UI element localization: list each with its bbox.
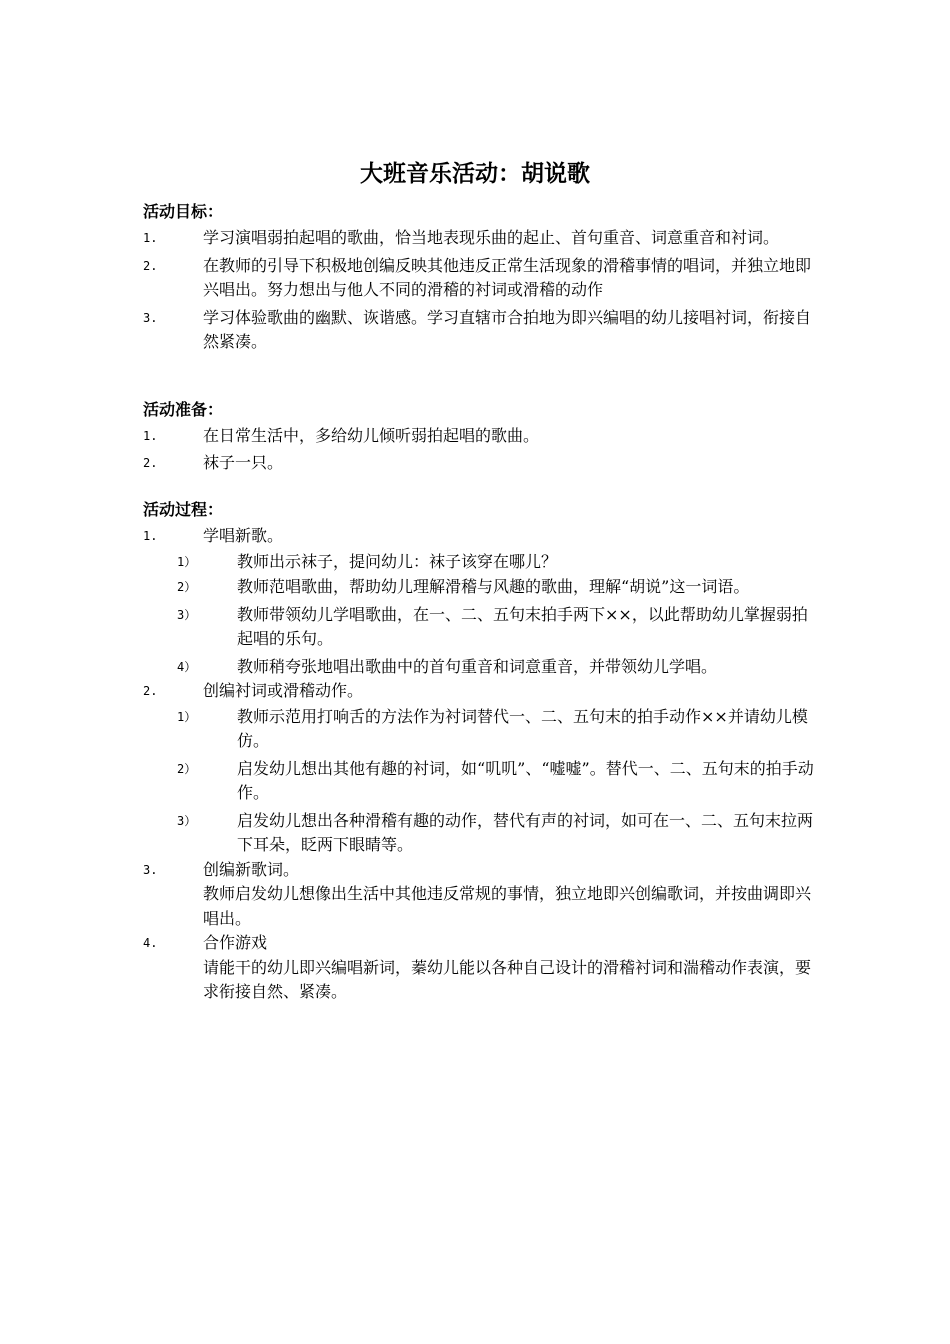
step-paragraph: 教师启发幼儿想像出生活中其他违反常规的事情，独立地即兴创编歌词，并按曲调即兴唱出。 (203, 884, 812, 928)
list-item (143, 451, 823, 476)
list-item (143, 424, 823, 449)
step-number: 4. (143, 936, 158, 950)
section-heading-goals: 活动目标： (143, 202, 224, 221)
sub-text: 教师示范用打响舌的方法作为衬词替代一、二、五句末的拍手动作××并请幼儿模仿。 (237, 706, 808, 750)
list-text: 学习演唱弱拍起唱的歌曲，恰当地表现乐曲的起止、首句重音、词意重音和衬词。 (203, 228, 780, 247)
sub-number: 4） (177, 659, 197, 674)
sub-item (143, 603, 823, 652)
sub-number: 3） (177, 813, 197, 828)
list-item (143, 226, 823, 251)
sub-number: 3） (177, 607, 197, 622)
list-number: 2. (143, 258, 158, 273)
sub-number: 1） (177, 709, 197, 724)
section-heading-prep: 活动准备： (143, 400, 224, 419)
section-process (143, 498, 823, 1005)
step-number: 1. (143, 529, 158, 543)
list-number: 3. (143, 310, 158, 325)
sub-text: 教师出示袜子，提问幼儿：袜子该穿在哪儿？ (237, 551, 558, 571)
list-text: 在教师的引导下积极地创编反映其他违反正常生活现象的滑稽事情的唱词，并独立地即兴唱出。努力想出与他人不同的滑稽的衬词或滑稽的动作 (203, 255, 812, 299)
sub-text: 启发幼儿想出其他有趣的衬词，如“叽叽”、“嘘嘘”。替代一、二、五句末的拍手动作。 (237, 758, 814, 802)
list-number: 1. (143, 429, 158, 443)
step-text: 创编衬词或滑稽动作。 (203, 681, 364, 700)
step-item (143, 524, 823, 549)
list-text: 袜子一只。 (203, 452, 284, 472)
step-text: 合作游戏 (203, 933, 268, 952)
list-item (143, 254, 823, 303)
sub-item (143, 550, 823, 575)
document-title: 大班音乐活动：胡说歌 (360, 160, 590, 187)
sub-number: 2） (177, 761, 197, 776)
list-text: 在日常生活中，多给幼儿倾听弱拍起唱的歌曲。 (203, 426, 540, 445)
sub-item (143, 757, 823, 806)
sub-text: 启发幼儿想出各种滑稽有趣的动作，替代有声的衬词，如可在一、二、五句末拉两下耳朵，眨两下眼睛等。 (237, 810, 814, 854)
sub-item (143, 575, 823, 600)
sub-item (143, 705, 823, 754)
step-item (143, 679, 823, 704)
step-item (143, 858, 823, 883)
section-goals (143, 200, 823, 355)
sub-item (143, 809, 823, 858)
step-text: 创编新歌词。 (203, 859, 300, 879)
sub-item (143, 655, 823, 680)
list-number: 1. (143, 231, 158, 245)
step-paragraph: 请能干的幼儿即兴编唱新词，蓁幼儿能以各种自己设计的滑稽衬词和湍稽动作表演，要求衔接自然、紧凑。 (203, 957, 812, 1001)
list-number: 2. (143, 455, 158, 470)
step-number: 3. (143, 862, 158, 877)
step-text: 学唱新歌。 (203, 526, 284, 545)
sub-number: 1） (177, 554, 197, 569)
step-item (143, 931, 823, 956)
sub-text: 教师范唱歌曲，帮助幼儿理解滑稽与风趣的歌曲，理解“胡说”这一词语。 (237, 577, 750, 596)
section-heading-process: 活动过程： (143, 500, 224, 519)
list-item (143, 306, 823, 355)
sub-text: 教师带领幼儿学唱歌曲，在一、二、五句末拍手两下××，以此帮助幼儿掌握弱拍起唱的乐句。 (237, 604, 808, 648)
step-number: 2. (143, 684, 158, 698)
sub-number: 2） (177, 580, 197, 594)
section-prep (143, 398, 823, 475)
list-text: 学习体验歌曲的幽默、诙谐感。学习直辖市合拍地为即兴编唱的幼儿接唱衬词，衔接自然紧凑。 (203, 307, 812, 351)
sub-text: 教师稍夸张地唱出歌曲中的首句重音和词意重音，并带领幼儿学唱。 (237, 656, 718, 676)
